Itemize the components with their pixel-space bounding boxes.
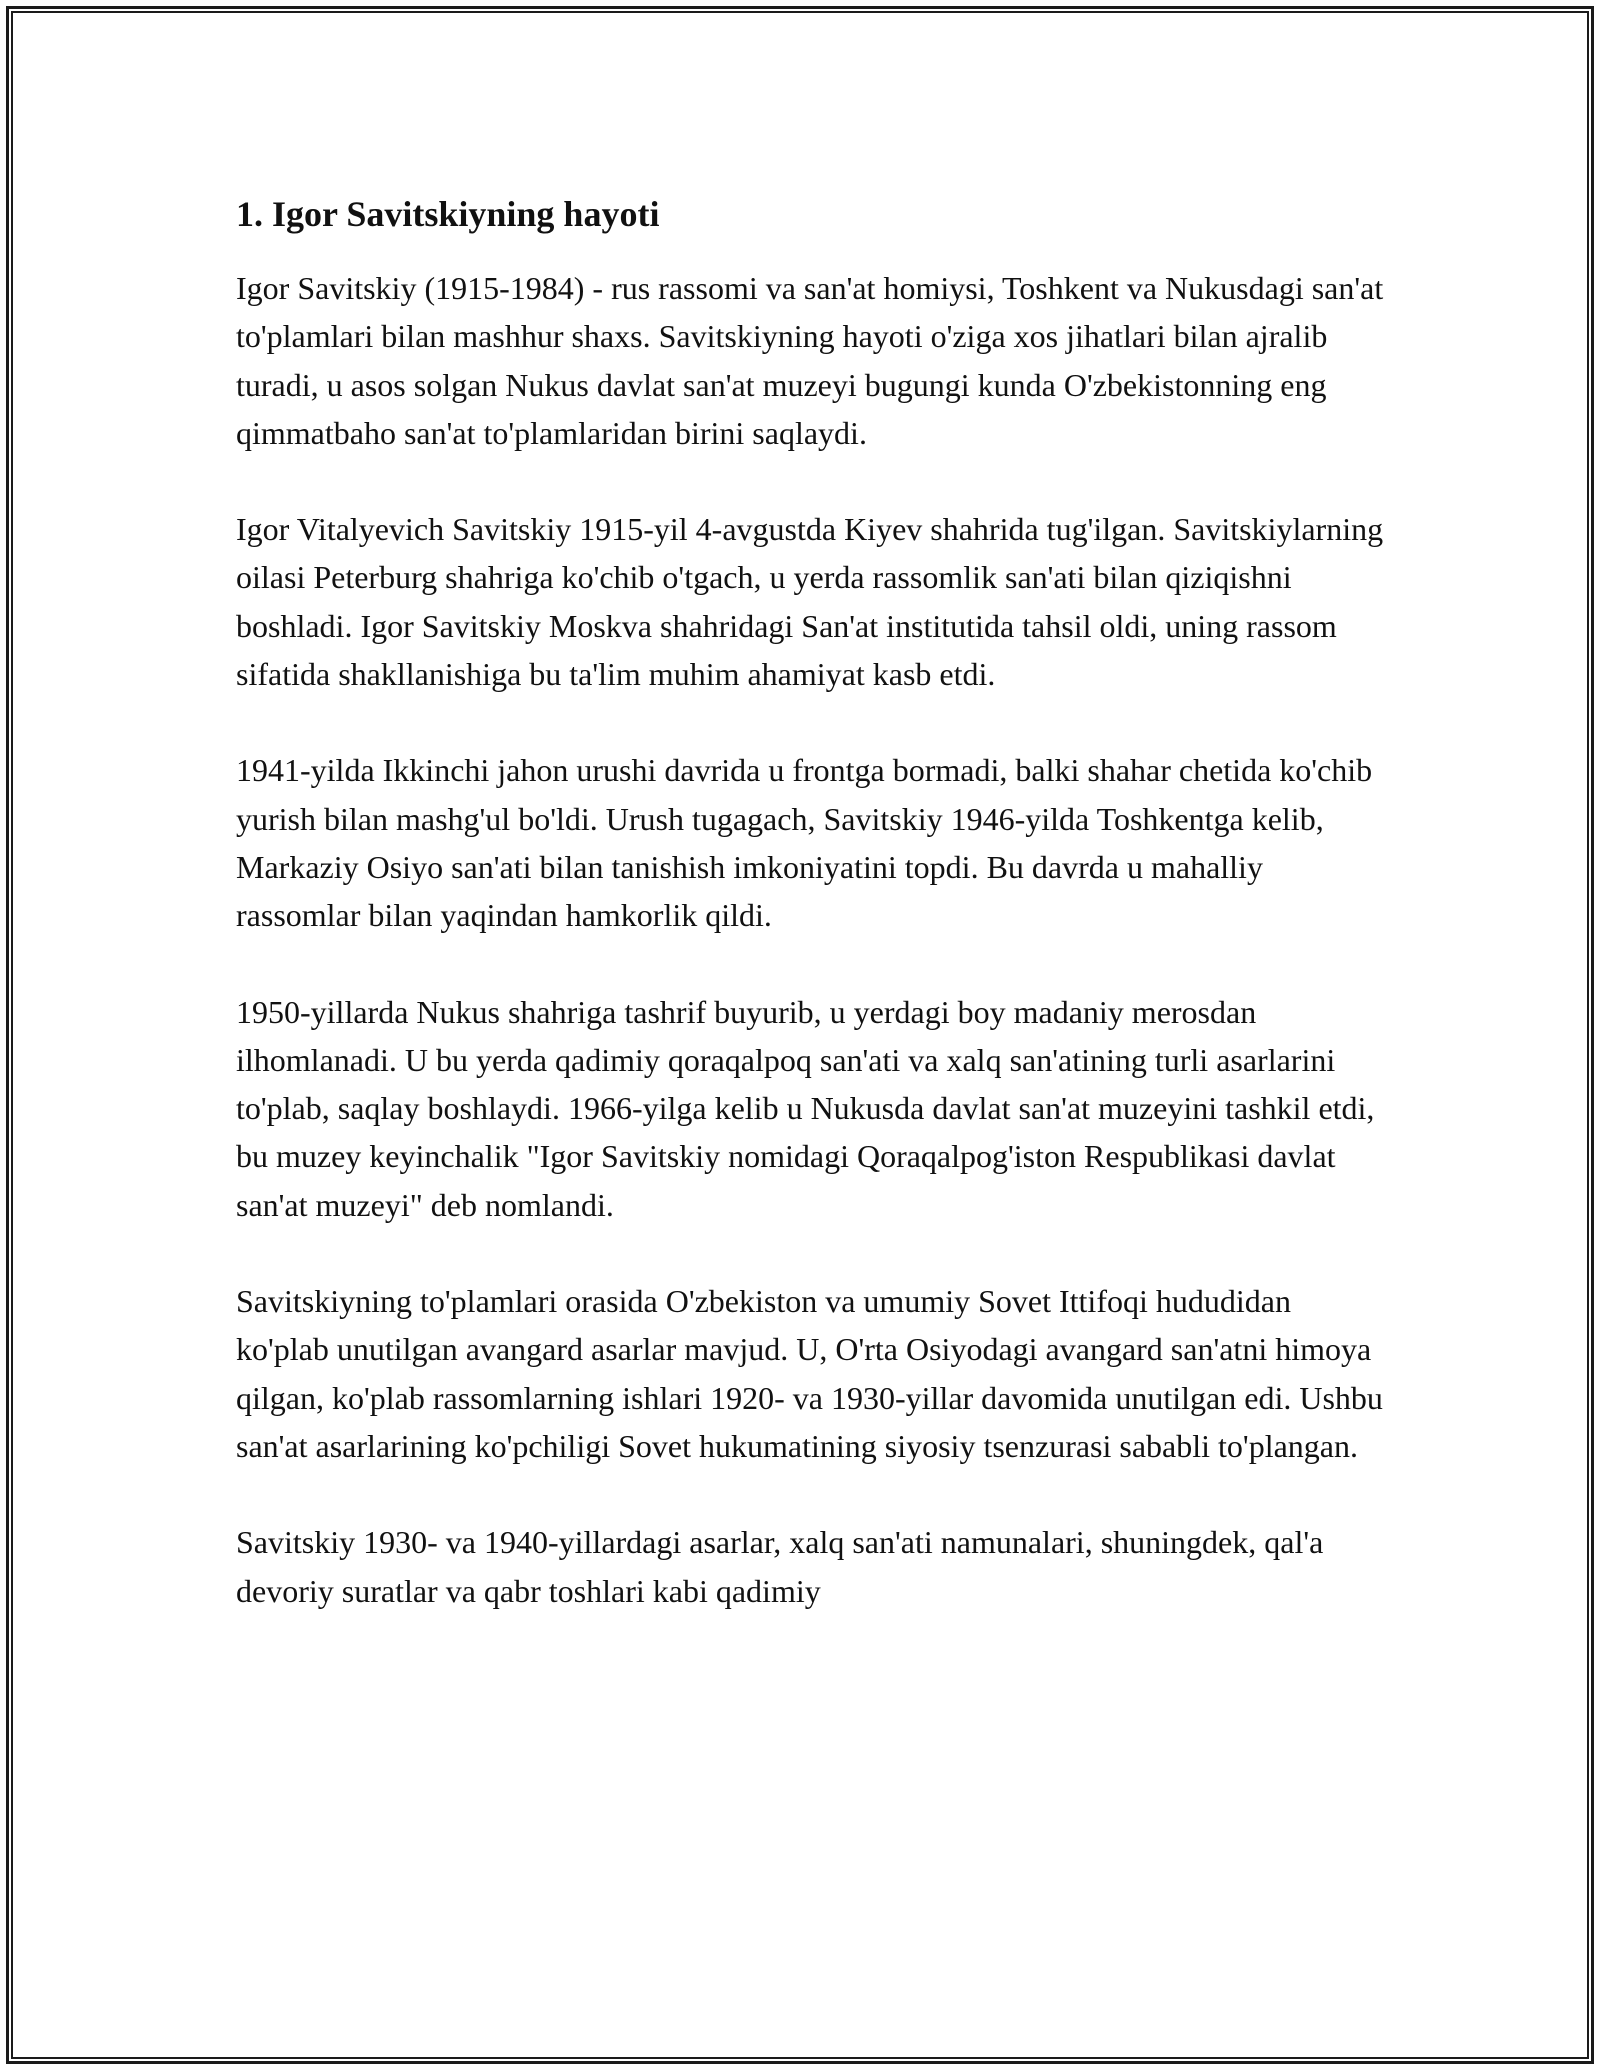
- paragraph-collected-works: Savitskiy 1930- va 1940-yillardagi asarlar, xalq san'ati namunalari, shuningdek, qal'a devoriy suratlar va qabr toshlari kabi qadimiy: [236, 1524, 1324, 1609]
- paragraph-early-life: Igor Vitalyevich Savitskiy 1915-yil 4-avgustda Kiyev shahrida tug'ilgan. Savitskiylarning oilasi Peterburg shahriga ko'chib o'tgach, u yerda rassomlik san'ati bilan qiziqishni boshladi. Igor Savitskiy Moskva shahridagi San'at institutida tahsil oldi, uning rassom sifatida shakllanishiga bu ta'lim muhim ahamiyat kasb etdi.: [236, 511, 1384, 693]
- document-body: [236, 186, 1386, 1615]
- section-title: 1. Igor Savitskiyning hayoti: [236, 194, 660, 234]
- paragraph-war-years: 1941-yilda Ikkinchi jahon urushi davrida u frontga bormadi, balki shahar chetida ko'chib yurish bilan mashg'ul bo'ldi. Urush tugagach, Savitskiy 1946-yilda Toshkentga kelib, Markaziy Osiyo san'ati bilan tanishish imkoniyatini topdi. Bu davrda u mahalliy rassomlar bilan yaqindan hamkorlik qildi.: [236, 752, 1373, 934]
- paragraph-avant-garde-collection: Savitskiyning to'plamlari orasida O'zbekiston va umumiy Sovet Ittifoqi hududidan ko'plab unutilgan avangard asarlar mavjud. U, O'rta Osiyodagi avangard san'atni himoya qilgan, ko'plab rassomlarning ishlari 1920- va 1930-yillar davomida unutilgan edi. Ushbu san'at asarlarining ko'pchiligi Sovet hukumatining siyosiy tsenzurasi sababli to'plangan.: [236, 1283, 1383, 1464]
- paragraph-nukus-museum: 1950-yillarda Nukus shahriga tashrif buyurib, u yerdagi boy madaniy merosdan ilhomlanadi. U bu yerda qadimiy qoraqalpoq san'ati va xalq san'atining turli asarlarini to'plab, saqlay boshlaydi. 1966-yilga kelib u Nukusda davlat san'at muzeyini tashkil etdi, bu muzey keyinchalik "Igor Savitskiy nomidagi Qoraqalpog'iston Respublikasi davlat san'at muzeyi" deb nomlandi.: [236, 993, 1375, 1223]
- paragraph-intro: Igor Savitskiy (1915-1984) - rus rassomi va san'at homiysi, Toshkent va Nukusdagi san'at to'plamlari bilan mashhur shaxs. Savitskiyning hayoti o'ziga xos jihatlari bilan ajralib turadi, u asos solgan Nukus davlat san'at muzeyi bugungi kunda O'zbekistonning eng qimmatbaho san'at to'plamlaridan birini saqlaydi.: [236, 270, 1384, 451]
